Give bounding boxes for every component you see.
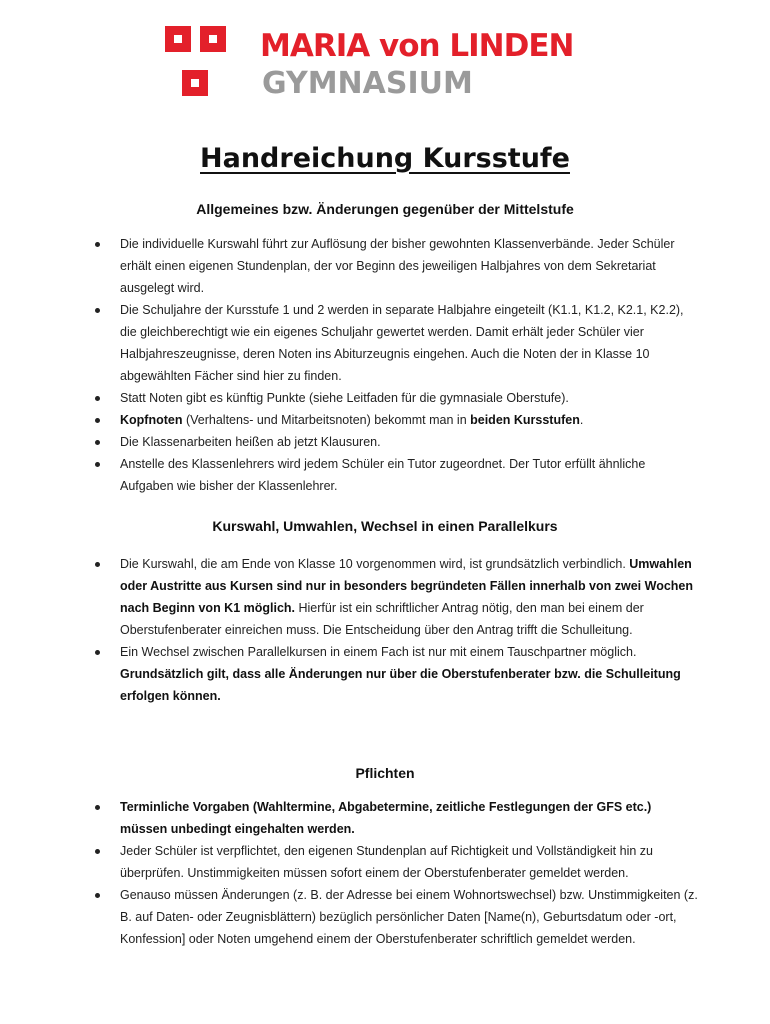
list-item: Ein Wechsel zwischen Parallelkursen in einem Fach ist nur mit einem Tauschpartner möglich. Grundsätzlich gilt, dass alle Änderungen nur über die Oberstufenberater bzw. die Schulleitung erfolgen können. (120, 641, 700, 707)
list-item: Statt Noten gibt es künftig Punkte (siehe Leitfaden für die gymnasiale Oberstufe). (120, 387, 700, 409)
section-heading-allgemeines: Allgemeines bzw. Änderungen gegenüber der Mittelstufe (196, 201, 574, 217)
logo-school-type: GYMNASIUM (262, 66, 473, 101)
section-list-kurswahl (120, 553, 700, 707)
logo-square-mark (200, 26, 226, 52)
list-item: Die individuelle Kurswahl führt zur Auflösung der bisher gewohnten Klassenverbände. Jeder Schüler erhält einen eigenen Stundenplan, der vor Beginn des jeweiligen Halbjahres von dem Sekretariat ausgelegt wird. (120, 233, 700, 299)
document-title: Handreichung Kursstufe (200, 143, 570, 174)
list-item: Jeder Schüler ist verpflichtet, den eigenen Stundenplan auf Richtigkeit und Vollständigkeit hin zu überprüfen. Unstimmigkeiten müssen sofort einem der Oberstufenberater gemeldet werden. (120, 840, 700, 884)
section-heading-kurswahl: Kurswahl, Umwahlen, Wechsel in einen Parallelkurs (212, 518, 558, 534)
list-item: Die Schuljahre der Kursstufe 1 und 2 werden in separate Halbjahre eingeteilt (K1.1, K1.2, K2.1, K2.2), die gleichberechtigt wie ein eigenes Schuljahr gewertet werden. Damit erhält jeder Schüler vier Halbjahreszeugnisse, deren Noten ins Abiturzeugnis eingehen. Auch die Noten der in Klasse 10 abgewählten Fächer sind hier zu finden. (120, 299, 700, 387)
list-item: Kopfnoten (Verhaltens- und Mitarbeitsnoten) bekommt man in beiden Kursstufen. (120, 409, 700, 431)
section-heading-pflichten: Pflichten (355, 765, 415, 781)
list-item: Die Klassenarbeiten heißen ab jetzt Klausuren. (120, 431, 700, 453)
logo-square-mark (165, 26, 191, 52)
section-list-allgemeines (120, 233, 700, 497)
logo-school-name: MARIA von LINDEN (260, 28, 574, 64)
list-item: Terminliche Vorgaben (Wahltermine, Abgabetermine, zeitliche Festlegungen der GFS etc.) müssen unbedingt eingehalten werden. (120, 796, 700, 840)
section-list-pflichten (120, 796, 700, 950)
list-item: Die Kurswahl, die am Ende von Klasse 10 vorgenommen wird, ist grundsätzlich verbindlich. Umwahlen oder Austritte aus Kursen sind nur in besonders begründeten Fällen innerhalb von zwei Wochen nach Beginn von K1 möglich. Hierfür ist ein schriftlicher Antrag nötig, den man bei einem der Oberstufenberater einreichen muss. Die Entscheidung über den Antrag trifft die Schulleitung. (120, 553, 700, 641)
logo-square-mark (182, 70, 208, 96)
school-logo (165, 26, 625, 106)
list-item: Genauso müssen Änderungen (z. B. der Adresse bei einem Wohnortswechsel) bzw. Unstimmigkeiten (z. B. auf Daten- oder Zeugnisblättern) bezüglich persönlicher Daten [Name(n), Geburtsdatum oder -ort, Konfession] oder Noten umgehend einem der Oberstufenberater schriftlich gemeldet werden. (120, 884, 700, 950)
list-item: Anstelle des Klassenlehrers wird jedem Schüler ein Tutor zugeordnet. Der Tutor erfüllt ähnliche Aufgaben wie bisher der Klassenlehrer. (120, 453, 700, 497)
